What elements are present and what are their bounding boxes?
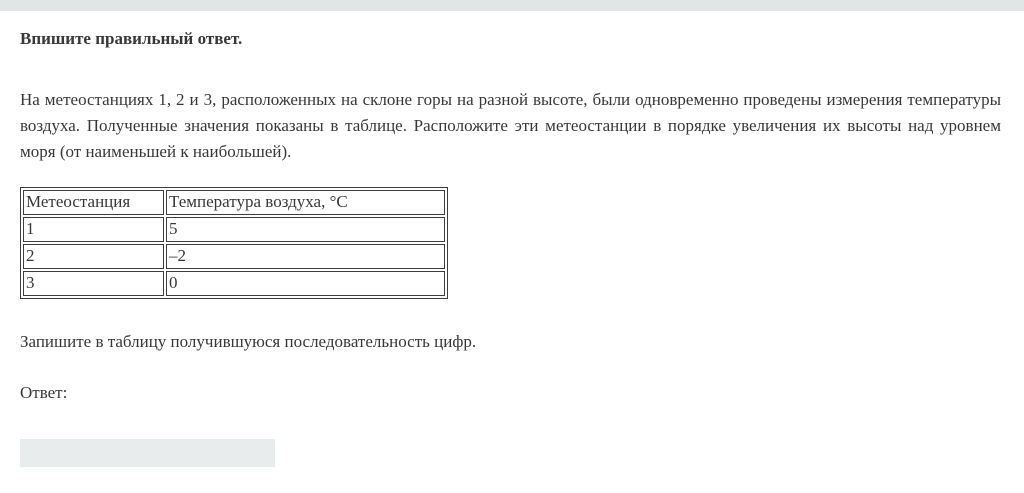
table-row — [23, 217, 445, 242]
instruction-text: Запишите в таблицу получившуюся последовательность цифр. — [20, 332, 477, 351]
table-cell-station: 3 — [23, 271, 164, 296]
table-cell-temperature: 0 — [166, 271, 445, 296]
table-cell-temperature: –2 — [166, 244, 445, 269]
question-panel — [0, 28, 1024, 467]
top-bar — [0, 0, 1024, 11]
table-cell-station: 1 — [23, 217, 164, 242]
table-row — [23, 271, 445, 296]
table-header-temperature: Температура воздуха, °С — [166, 190, 445, 215]
table-cell-station: 2 — [23, 244, 164, 269]
table-header-station: Метеостанция — [23, 190, 164, 215]
table-cell-temperature: 5 — [166, 217, 445, 242]
table-row — [23, 244, 445, 269]
page-title: Впишите правильный ответ. — [20, 29, 243, 48]
question-text: На метеостанциях 1, 2 и 3, расположенных на склоне горы на разной высоте, были одновременно проведены измерения температуры воздуха. Полученные значения показаны в таблице. Расположите эти метеостанции в порядке увеличения их высоты над уровнем моря (от наименьшей к наибольшей). — [20, 90, 1001, 161]
answer-input[interactable] — [20, 439, 275, 467]
table-header-row — [23, 190, 445, 215]
answer-label: Ответ: — [20, 383, 68, 402]
temperature-table — [20, 187, 448, 299]
